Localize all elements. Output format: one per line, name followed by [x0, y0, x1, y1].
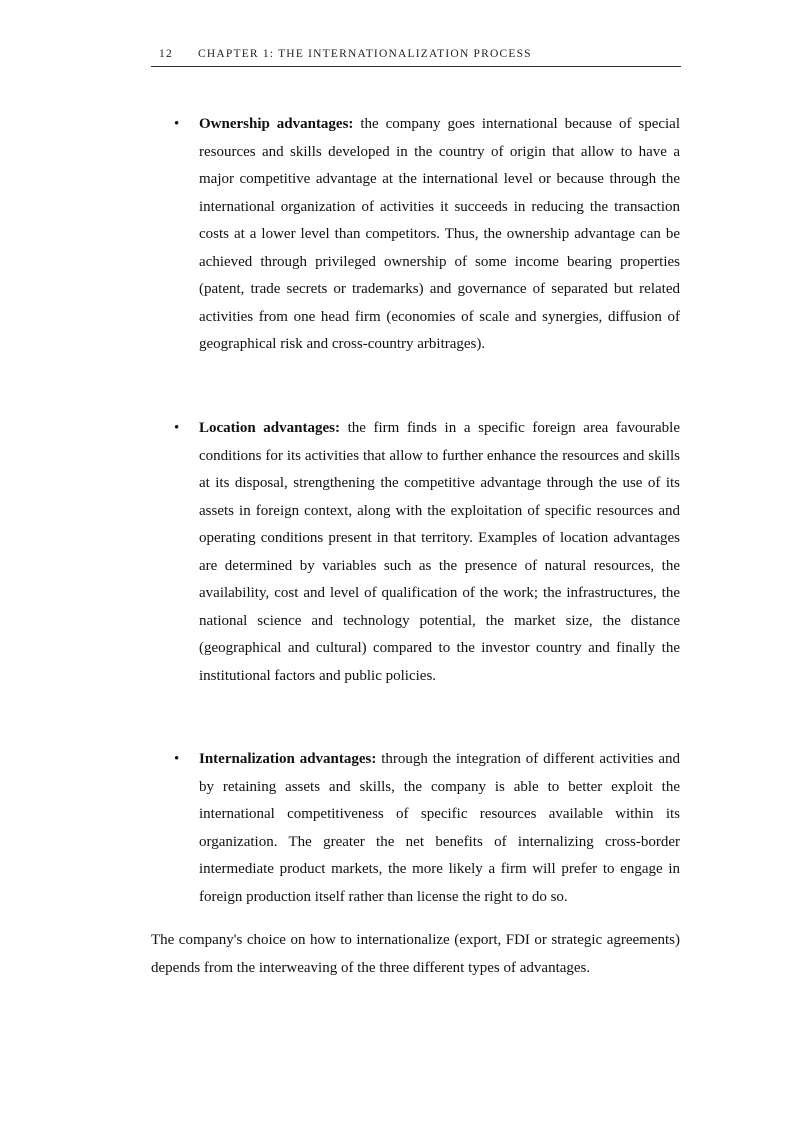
bullet-text: the company goes international because of special resources and skills developed in the country of origin that allow to have a major competitive advantage at the international level or because through the international organization of activities it succeeds in reducing the transaction costs at a lower level than competitors. Thus, the ownership advantage can be achieved through privileged ownership of some income bearing properties (patent, trade secrets or trademarks) and governance of separated but related activities from one head firm (economies of scale and synergies, diffusion of geographical risk and cross-country arbitrages). [199, 116, 680, 352]
bullet-paragraph [199, 415, 680, 690]
bullet-location-advantages [174, 415, 680, 690]
bullet-term: Location advantages: [199, 420, 340, 436]
page-number: 12 [159, 48, 173, 60]
closing-paragraph-block [151, 927, 680, 982]
closing-paragraph: The company's choice on how to internationalize (export, FDI or strategic agreements) depends from the interweaving of the three different types of advantages. [151, 932, 680, 976]
bullet-text: through the integration of different activities and by retaining assets and skills, the company is able to better exploit the international competitiveness of specific resources available within its organization. The greater the net benefits of internalizing cross-border intermediate product markets, the more likely a firm will prefer to engage in foreign production itself rather than license the right to do so. [199, 751, 680, 905]
bullet-ownership-advantages [174, 111, 680, 359]
bullet-paragraph [199, 746, 680, 911]
bullet-term: Internalization advantages: [199, 751, 377, 767]
bullet-icon: • [174, 420, 180, 436]
running-header [151, 46, 681, 67]
bullet-term: Ownership advantages: [199, 116, 354, 132]
bullet-text: the firm finds in a specific foreign area favourable conditions for its activities that allow to further enhance the resources and skills at its disposal, strengthening the competitive advantage through the use of its assets in foreign context, along with the exploitation of specific resources and operating conditions present in that territory. Examples of location advantages are determined by variables such as the presence of natural resources, the availability, cost and level of qualification of the work; the infrastructures, the national science and technology potential, the market size, the distance (geographical and cultural) compared to the investor country and finally the institutional factors and public policies. [199, 420, 680, 684]
bullet-internalization-advantages [174, 746, 680, 911]
bullet-icon: • [174, 751, 180, 767]
bullet-paragraph [199, 111, 680, 359]
chapter-title: CHAPTER 1: THE INTERNATIONALIZATION PROCESS [198, 48, 532, 60]
bullet-icon: • [174, 116, 180, 132]
